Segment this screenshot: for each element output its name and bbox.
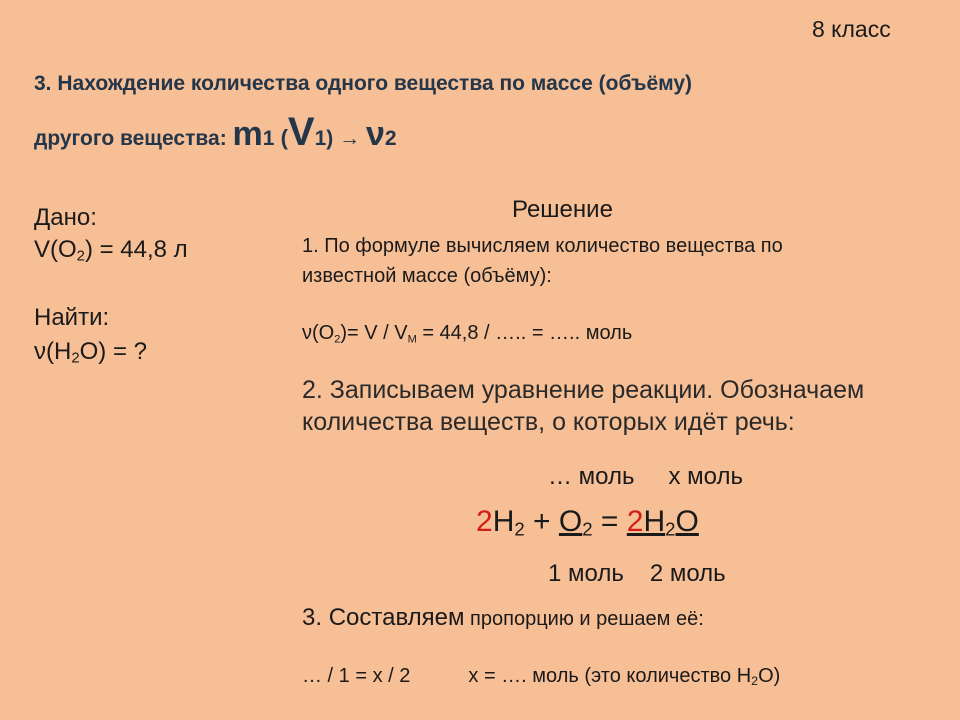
find-label: Найти: xyxy=(34,304,110,331)
eq-o: O xyxy=(558,505,583,538)
title-paren-close: ) xyxy=(326,127,334,150)
moles-bottom-row xyxy=(548,560,726,588)
given-value-sub: 2 xyxy=(76,248,85,265)
find-value-prefix: ν(H xyxy=(34,338,72,365)
proportion-right-suffix: O) xyxy=(758,665,781,687)
formula-suffix: = 44,8 / ….. = ….. моль xyxy=(416,322,633,344)
title-arrow: → xyxy=(333,127,366,150)
grade-label: 8 класс xyxy=(812,16,891,42)
eq-h2: H xyxy=(643,505,666,538)
step3-number: 3. xyxy=(302,604,329,631)
title-m: m xyxy=(232,115,263,153)
formula-prefix: ν(O xyxy=(302,322,335,344)
formula-mid: )= V / V xyxy=(340,322,408,344)
find-value-sub: 2 xyxy=(71,350,80,367)
eq-sub3: 2 xyxy=(665,518,676,540)
step3-rest: пропорцию и решаем её: xyxy=(464,608,704,630)
step1-line1: 1. По формуле вычисляем количество вещества по xyxy=(302,235,783,257)
eq-equals: = xyxy=(592,505,627,538)
find-value-suffix: O) = ? xyxy=(79,338,147,365)
title-nu: ν xyxy=(365,115,385,153)
find-value xyxy=(34,338,147,367)
given-value xyxy=(34,236,188,265)
title-index1a: 1 xyxy=(262,127,275,150)
given-label: Дано: xyxy=(34,204,97,231)
step3-verb: Составляем xyxy=(328,604,465,631)
eq-plus: + xyxy=(524,505,559,538)
eq-sub2: 2 xyxy=(582,518,593,540)
moles-top-right: x моль xyxy=(668,463,743,490)
moles-top-row xyxy=(548,463,743,491)
slide-title-line2 xyxy=(34,110,397,155)
proportion-left: … / 1 = x / 2 xyxy=(302,665,411,687)
formula-line xyxy=(302,322,632,345)
formula-sub2: M xyxy=(407,333,417,346)
step1-line2: известной массе (объёму): xyxy=(302,265,552,287)
title-v: V xyxy=(287,110,315,154)
title-index1b: 1 xyxy=(314,127,327,150)
slide-title-line1: 3. Нахождение количества одного вещества по массе (объёму) xyxy=(34,72,693,95)
eq-o2 xyxy=(559,505,593,538)
given-value-prefix: V(O xyxy=(34,236,77,263)
eq-coefficient-h2: 2 xyxy=(476,505,493,538)
title-prefix: другого вещества: xyxy=(34,127,233,150)
step3-line xyxy=(302,604,704,632)
solution-heading: Решение xyxy=(512,196,613,223)
proportion-right-sub: 2 xyxy=(751,674,759,689)
eq-h: H xyxy=(492,505,515,538)
proportion-right-prefix: x = …. моль (это количество H xyxy=(468,665,752,687)
eq-o2-letter: O xyxy=(675,505,699,538)
eq-coefficient-h2o: 2 xyxy=(626,505,644,538)
eq-h2o xyxy=(627,505,699,538)
title-index2: 2 xyxy=(384,127,397,150)
reaction-equation xyxy=(476,505,699,541)
moles-bottom-left: 1 моль xyxy=(548,560,624,587)
proportion-line xyxy=(302,665,780,688)
moles-bottom-right: 2 моль xyxy=(649,560,726,587)
moles-top-left: … моль xyxy=(548,463,635,490)
title-paren-open: ( xyxy=(274,125,288,150)
step2-line1: 2. Записываем уравнение реакции. Обозначаем xyxy=(302,376,865,404)
given-value-suffix: ) = 44,8 л xyxy=(84,236,188,263)
step2-line2: количества веществ, о которых идёт речь: xyxy=(302,408,795,436)
eq-sub1: 2 xyxy=(514,518,525,540)
formula-sub: 2 xyxy=(334,333,341,346)
